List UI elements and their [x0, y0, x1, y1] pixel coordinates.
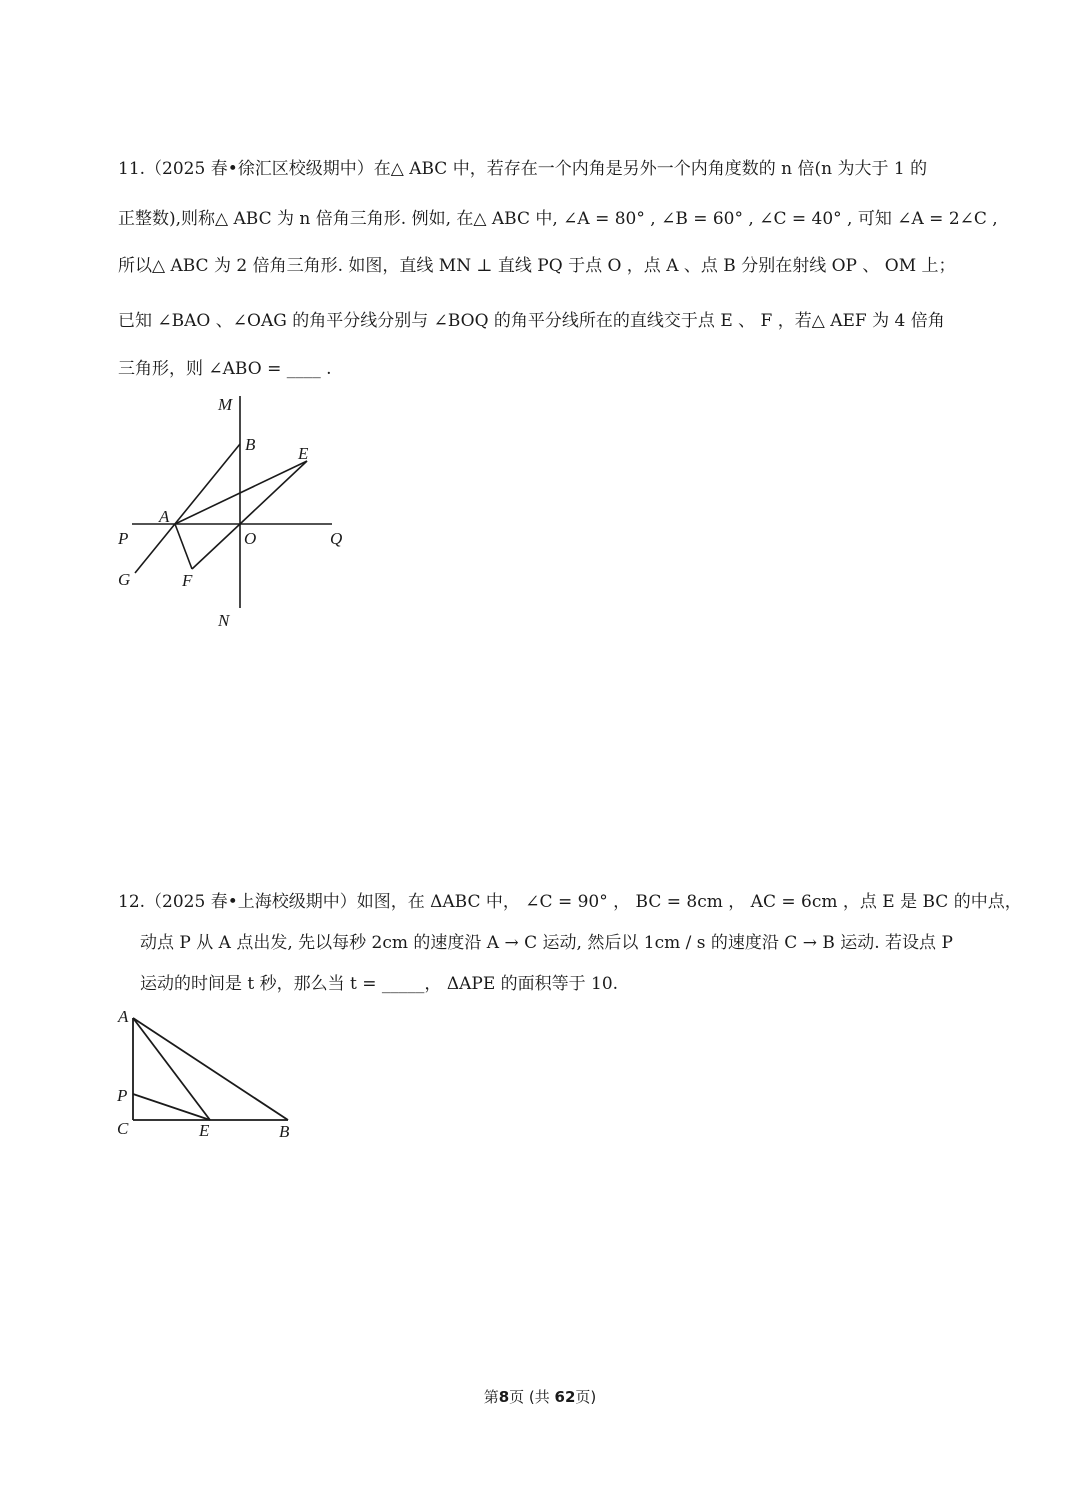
label-e: E: [298, 444, 309, 463]
footer-prefix: 第: [483, 1388, 499, 1406]
label-p: P: [118, 529, 129, 548]
page-footer: [0, 1386, 1080, 1407]
line-oe: [240, 461, 307, 524]
label-a: A: [118, 1007, 129, 1026]
label-g: G: [118, 570, 131, 589]
q11-line-1: 11.（2025 春•徐汇区校级期中）在△ ABC 中，若存在一个内角是另外一个内角度数的 n 倍(n 为大于 1 的: [118, 159, 928, 179]
label-o: O: [244, 529, 257, 548]
footer-suffix: 页): [575, 1388, 597, 1406]
q12-line-1: 12.（2025 春•上海校级期中）如图，在 ΔABC 中， ∠C = 90° ， BC = 8cm ， AC = 6cm ，点 E 是 BC 的中点，: [118, 892, 1022, 912]
q11-line-3: 所以△ ABC 为 2 倍角三角形. 如图，直线 MN ⊥ 直线 PQ 于点 O ，点 A 、点 B 分别在射线 OP 、 OM 上；: [118, 256, 956, 276]
footer-total-pages: 62: [554, 1388, 576, 1406]
label-b: B: [245, 435, 256, 454]
label-b: B: [279, 1122, 290, 1141]
segment-pe: [133, 1094, 210, 1120]
segment-ab: [133, 1018, 288, 1120]
q12-line-3: 运动的时间是 t 秒，那么当 t = _____， ΔAPE 的面积等于 10.: [140, 974, 619, 994]
label-a: A: [159, 507, 170, 526]
q11-figure: [110, 390, 360, 635]
label-m: M: [218, 395, 233, 414]
segment-ae: [133, 1018, 210, 1120]
line-gb: [135, 444, 240, 573]
line-ae: [175, 461, 307, 524]
label-f: F: [182, 571, 193, 590]
footer-mid: 页 (共: [509, 1388, 555, 1406]
q11-line-2: 正整数),则称△ ABC 为 n 倍角三角形. 例如, 在△ ABC 中, ∠A = 80° , ∠B = 60° , ∠C = 40° , 可知 ∠A = 2∠C ,: [118, 209, 998, 229]
q12-line-2: 动点 P 从 A 点出发, 先以每秒 2cm 的速度沿 A → C 运动, 然后以 1cm / s 的速度沿 C → B 运动. 若设点 P: [140, 933, 953, 953]
footer-page-number: 8: [498, 1388, 510, 1406]
q11-line-4: 已知 ∠BAO 、∠OAG 的角平分线分别与 ∠BOQ 的角平分线所在的直线交于点 E 、 F ，若△ AEF 为 4 倍角: [118, 311, 945, 331]
label-n: N: [218, 611, 230, 630]
label-e: E: [199, 1121, 210, 1140]
label-c: C: [117, 1119, 129, 1138]
line-fo: [192, 524, 240, 569]
line-af: [175, 524, 192, 569]
label-p: P: [117, 1086, 128, 1105]
q11-line-5: 三角形，则 ∠ABO = ____ .: [118, 359, 332, 379]
label-q: Q: [330, 529, 343, 548]
q12-figure: [110, 1000, 310, 1145]
